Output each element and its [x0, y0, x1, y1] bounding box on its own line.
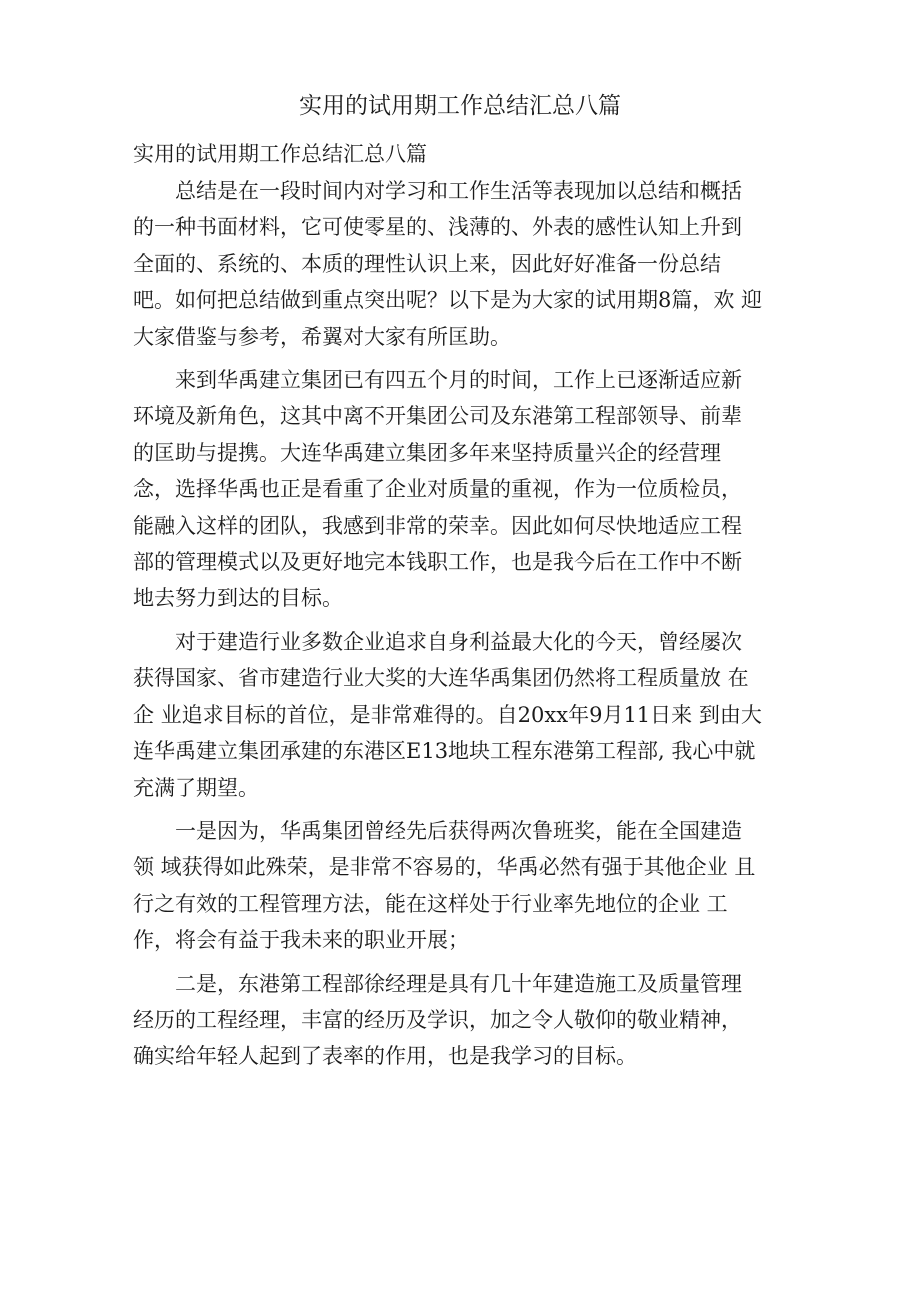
paragraph-line: 能融入这样的团队，我感到非常的荣幸。因此如何尽快地适应工程 [133, 513, 742, 538]
paragraph-line: 充满了期望。 [133, 775, 259, 800]
paragraph-line: 吧。如何把总结做到重点突出呢？以下是为大家的试用期8篇，欢 迎 [133, 288, 763, 313]
paragraph-line: 行之有效的工程管理方法，能在这样处于行业率先地位的企业 工 [133, 891, 728, 916]
paragraph-line: 企 业追求目标的首位，是非常难得的。自20xx年9月11日来 到由大 [133, 702, 762, 727]
paragraph-line: 领 域获得如此殊荣，是非常不容易的，华禹必然有强于其他企业 且 [133, 855, 756, 880]
paragraph-line: 作，将会有益于我未来的职业开展； [133, 928, 469, 953]
paragraph-line: 全面的、系统的、本质的理性认识上来，因此好好准备一份总结 [133, 251, 721, 276]
paragraph-line: 对于建造行业多数企业追求自身利益最大化的今天，曾经屡次 [175, 629, 742, 654]
paragraph-line: 连华禹建立集团承建的东港区E13地块工程东港第工程部, 我心中就 [133, 739, 756, 764]
paragraph-line: 的匡助与提携。大连华禹建立集团多年来坚持质量兴企的经营理 [133, 440, 721, 465]
paragraph-line: 来到华禹建立集团已有四五个月的时间，工作上已逐渐适应新 [175, 368, 742, 393]
paragraph-line: 经历的工程经理，丰富的经历及学识，加之令人敬仰的敬业精神， [133, 1007, 742, 1032]
paragraph-line: 二是，东港第工程部徐经理是具有几十年建造施工及质量管理 [175, 971, 742, 996]
document-body [133, 173, 793, 1082]
paragraph-line: 一是因为，华禹集团曾经先后获得两次鲁班奖，能在全国建造 [175, 818, 742, 843]
paragraph-reason-two [133, 966, 793, 1075]
paragraph-reason-one [133, 813, 793, 959]
document-subtitle: 实用的试用期工作总结汇总八篇 [133, 142, 427, 166]
paragraph-line: 确实给年轻人起到了表率的作用，也是我学习的目标。 [133, 1044, 637, 1069]
document-title: 实用的试用期工作总结汇总八篇 [299, 93, 621, 119]
paragraph-line: 大家借鉴与参考，希翼对大家有所匡助。 [133, 324, 511, 349]
paragraph-line: 环境及新角色，这其中离不开集团公司及东港第工程部领导、前辈 [133, 404, 742, 429]
paragraph-arrival [133, 362, 793, 617]
paragraph-line: 地去努力到达的目标。 [133, 586, 343, 611]
paragraph-line: 念，选择华禹也正是看重了企业对质量的重视，作为一位质检员， [133, 477, 742, 502]
paragraph-line: 的一种书面材料，它可使零星的、浅薄的、外表的感性认知上升到 [133, 215, 742, 240]
paragraph-line: 部的管理模式以及更好地完本钱职工作，也是我今后在工作中不断 [133, 550, 742, 575]
paragraph-line: 总结是在一段时间内对学习和工作生活等表现加以总结和概括 [175, 179, 742, 203]
paragraph-line: 获得国家、省市建造行业大奖的大连华禹集团仍然将工程质量放 在 [133, 666, 749, 691]
paragraph-industry [133, 624, 793, 806]
paragraph-intro [133, 173, 793, 355]
